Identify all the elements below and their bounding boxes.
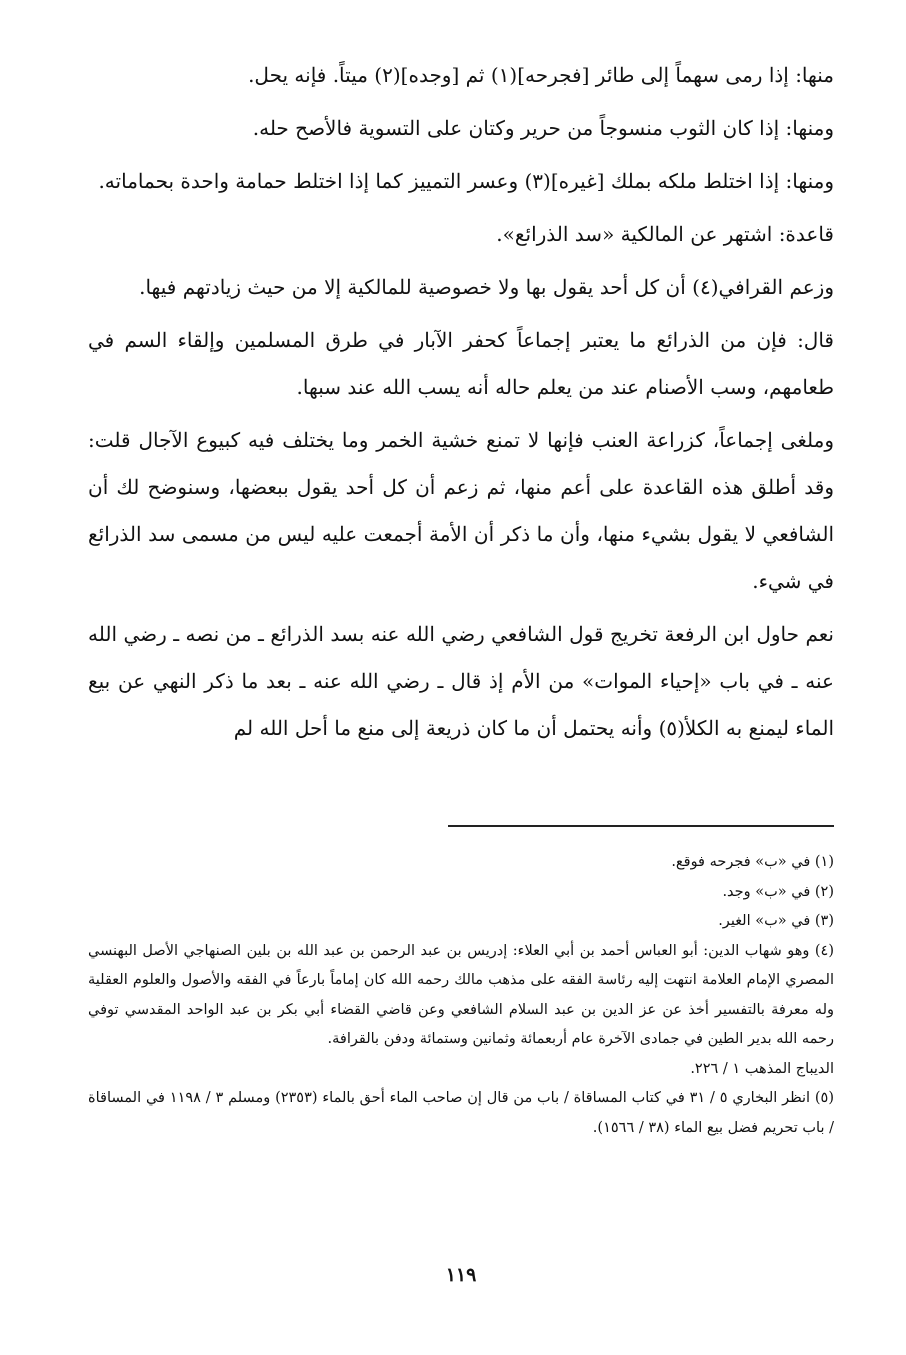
main-text-block [88, 52, 834, 752]
paragraph-1: منها: إذا رمى سهماً إلى طائر [فجرحه](١) ثم [وجده](٢) ميتاً. فإنه يحل. [248, 63, 834, 87]
footnotes-block [88, 848, 834, 1143]
paragraph-7: وملغى إجماعاً، كزراعة العنب فإنها لا تمنع خشية الخمر وما يختلف فيه كبيوع الآجال قلت: وقد أطلق هذه القاعدة على أعم منها، ثم زعم أن كل أحد يقول ببعضها، وسنوضح لك أن الشافعي لا يقول بشيء منها، وأن ما ذكر أن الأمة أجمعت عليه ليس من مسمى سد الذرائع في شيء. [88, 428, 834, 593]
paragraph-4-rule-heading: قاعدة: اشتهر عن المالكية «سد الذرائع». [496, 222, 834, 246]
footnote-4-source: الديباج المذهب ١ / ٢٢٦. [690, 1060, 834, 1077]
paragraph-5: وزعم القرافي(٤) أن كل أحد يقول بها ولا خصوصية للمالكية إلا من حيث زيادتهم فيها. [139, 275, 834, 299]
page-number: ١١٩ [445, 1264, 477, 1286]
footnote-4: (٤) وهو شهاب الدين: أبو العباس أحمد بن أبي العلاء: إدريس بن عبد الرحمن بن عبد الله بن بلين الصنهاجي الأصل البهنسي المصري الإمام العلامة انتهت إليه رئاسة الفقه على مذهب مالك رحمه الله كان إماماً بارعاً في الفقه والأصول والعلوم العقلية وله معرفة بالتفسير أخذ عن عز الدين بن عبد السلام الشافعي وعن قاضي القضاء أبي بكر بن عبد الواحد المقدسي توفي رحمه الله بدير الطين في جمادى الآخرة عام أربعمائة وثمانين وستمائة ودفن بالقرافة. [88, 942, 834, 1047]
footnote-1: (١) في «ب» فجرحه فوقع. [671, 854, 834, 870]
paragraph-6: قال: فإن من الذرائع ما يعتبر إجماعاً كحفر الآبار في طرق المسلمين وإلقاء السم في طعامهم، وسب الأصنام عند من يعلم حاله أنه يسب الله عند سبها. [88, 328, 834, 399]
footnote-3: (٣) في «ب» الغير. [718, 913, 834, 929]
footnote-separator [448, 825, 834, 827]
paragraph-8: نعم حاول ابن الرفعة تخريج قول الشافعي رضي الله عنه بسد الذرائع ـ من نصه ـ رضي الله عنه ـ في باب «إحياء الموات» من الأم إذ قال ـ رضي الله عنه ـ بعد ما ذكر النهي عن بيع الماء ليمنع به الكلأ(٥) وأنه يحتمل أن ما كان ذريعة إلى منع ما أحل الله لم [88, 622, 834, 740]
paragraph-2: ومنها: إذا كان الثوب منسوجاً من حرير وكتان على التسوية فالأصح حله. [252, 116, 834, 140]
footnote-2: (٢) في «ب» وجد. [722, 883, 834, 900]
footnote-5: (٥) انظر البخاري ٥ / ٣١ في كتاب المساقاة / باب من قال إن صاحب الماء أحق بالماء (٢٣٥٣) ومسلم ٣ / ١١٩٨ في المساقاة / باب تحريم فضل بيع الماء (٣٨ / ١٥٦٦). [88, 1090, 835, 1136]
paragraph-3: ومنها: إذا اختلط ملكه بملك [غيره](٣) وعسر التمييز كما إذا اختلط حمامة واحدة بحماماته. [98, 169, 834, 193]
book-page [88, 52, 834, 1355]
